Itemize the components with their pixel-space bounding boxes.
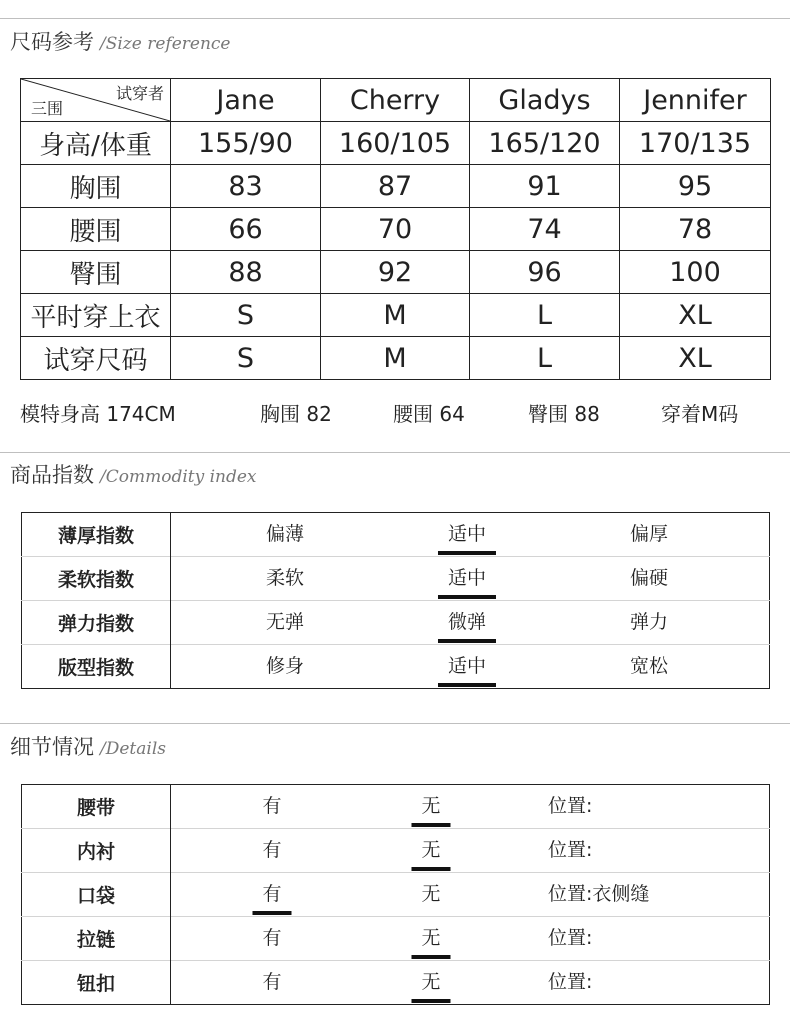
details-row-label: 口袋 <box>22 873 171 917</box>
details-row <box>22 785 770 829</box>
index-option: 弹力 <box>629 611 669 633</box>
details-option: 有 <box>262 795 282 817</box>
index-option: 偏厚 <box>629 523 669 545</box>
size-value: 70 <box>321 208 470 251</box>
model-info-line <box>20 398 770 426</box>
details-row <box>22 829 770 873</box>
corner-top-label: 试穿者 <box>115 84 164 103</box>
details-option-selected: 有 <box>262 873 281 916</box>
size-title-cn: 尺码参考 <box>10 30 94 54</box>
details-title-cn: 细节情况 <box>10 735 94 759</box>
details-option: 有 <box>262 927 282 949</box>
details-divider <box>0 723 790 724</box>
index-row <box>22 557 770 601</box>
size-value: 96 <box>470 251 620 294</box>
details-row-label: 内衬 <box>22 829 171 873</box>
details-position: 位置: <box>548 795 593 817</box>
size-value: 74 <box>470 208 620 251</box>
index-option: 偏硬 <box>629 567 669 589</box>
index-option: 宽松 <box>629 655 669 677</box>
details-row-label: 钮扣 <box>22 961 171 1005</box>
size-value: XL <box>620 294 771 337</box>
size-section-title <box>10 26 231 56</box>
size-value: 83 <box>171 165 321 208</box>
size-title-en: /Size reference <box>100 34 231 54</box>
size-value: 160/105 <box>321 122 470 165</box>
model-name: Jane <box>171 79 321 122</box>
commodity-index-table <box>21 512 770 689</box>
index-option-selected: 适中 <box>448 557 486 600</box>
size-row <box>21 165 771 208</box>
size-value: 66 <box>171 208 321 251</box>
index-section-title <box>10 459 257 489</box>
size-row-label: 臀围 <box>21 251 171 294</box>
details-position: 位置: <box>548 971 593 993</box>
index-row <box>22 601 770 645</box>
size-row-label: 胸围 <box>21 165 171 208</box>
details-option-selected: 无 <box>421 829 440 872</box>
index-option-selected: 微弹 <box>448 601 486 644</box>
index-row-label: 版型指数 <box>22 645 171 689</box>
size-value: S <box>171 337 321 380</box>
size-row <box>21 122 771 165</box>
corner-cell <box>21 79 171 122</box>
size-row <box>21 208 771 251</box>
details-option-selected: 无 <box>421 785 440 828</box>
index-option-selected: 适中 <box>448 645 486 688</box>
index-option: 柔软 <box>265 567 305 589</box>
size-value: 91 <box>470 165 620 208</box>
size-row-label: 腰围 <box>21 208 171 251</box>
details-option-selected: 无 <box>421 961 440 1004</box>
size-value: 78 <box>620 208 771 251</box>
index-row-label: 柔软指数 <box>22 557 171 601</box>
model-wearing-size: 穿着M码 <box>661 402 739 426</box>
details-table <box>21 784 770 1005</box>
index-row <box>22 645 770 689</box>
size-value: S <box>171 294 321 337</box>
index-row-label: 弹力指数 <box>22 601 171 645</box>
size-value: 170/135 <box>620 122 771 165</box>
index-options-cell <box>171 557 770 601</box>
index-row <box>22 513 770 557</box>
details-option-selected: 无 <box>421 917 440 960</box>
index-option: 修身 <box>265 655 305 677</box>
size-value: 95 <box>620 165 771 208</box>
corner-bottom-label: 三围 <box>31 99 64 118</box>
details-position: 位置: <box>548 839 593 861</box>
details-options-cell <box>171 873 770 917</box>
size-value: 100 <box>620 251 771 294</box>
size-row-label: 平时穿上衣 <box>21 294 171 337</box>
size-row-label: 试穿尺码 <box>21 337 171 380</box>
index-option-selected: 适中 <box>448 513 486 556</box>
size-header-row <box>21 79 771 122</box>
index-divider <box>0 452 790 453</box>
model-height: 模特身高 174CM <box>20 402 176 426</box>
details-row-label: 腰带 <box>22 785 171 829</box>
details-section-title <box>10 731 166 761</box>
model-name: Gladys <box>470 79 620 122</box>
size-value: L <box>470 337 620 380</box>
details-option: 有 <box>262 839 282 861</box>
details-options-cell <box>171 829 770 873</box>
index-option: 无弹 <box>265 611 305 633</box>
size-value: M <box>321 294 470 337</box>
model-waist: 腰围 64 <box>393 402 465 426</box>
index-options-cell <box>171 513 770 557</box>
size-value: 165/120 <box>470 122 620 165</box>
details-position: 位置: <box>548 927 593 949</box>
details-option: 无 <box>421 883 441 905</box>
index-option: 偏薄 <box>265 523 305 545</box>
model-name: Cherry <box>321 79 470 122</box>
details-options-cell <box>171 785 770 829</box>
model-name: Jennifer <box>620 79 771 122</box>
size-row <box>21 337 771 380</box>
model-bust: 胸围 82 <box>260 402 332 426</box>
top-divider <box>0 18 790 19</box>
size-row-label: 身高/体重 <box>21 122 171 165</box>
index-title-en: /Commodity index <box>100 467 257 487</box>
size-value: XL <box>620 337 771 380</box>
size-value: L <box>470 294 620 337</box>
index-row-label: 薄厚指数 <box>22 513 171 557</box>
size-value: M <box>321 337 470 380</box>
size-value: 87 <box>321 165 470 208</box>
details-position: 位置:衣侧缝 <box>548 883 650 905</box>
model-hip: 臀围 88 <box>528 402 600 426</box>
index-options-cell <box>171 601 770 645</box>
size-value: 155/90 <box>171 122 321 165</box>
details-row <box>22 961 770 1005</box>
details-options-cell <box>171 917 770 961</box>
size-row <box>21 294 771 337</box>
index-title-cn: 商品指数 <box>10 463 94 487</box>
details-options-cell <box>171 961 770 1005</box>
details-option: 有 <box>262 971 282 993</box>
details-title-en: /Details <box>100 739 166 759</box>
size-table <box>20 78 771 380</box>
details-row <box>22 873 770 917</box>
size-row <box>21 251 771 294</box>
details-row <box>22 917 770 961</box>
size-value: 92 <box>321 251 470 294</box>
size-value: 88 <box>171 251 321 294</box>
index-options-cell <box>171 645 770 689</box>
details-row-label: 拉链 <box>22 917 171 961</box>
